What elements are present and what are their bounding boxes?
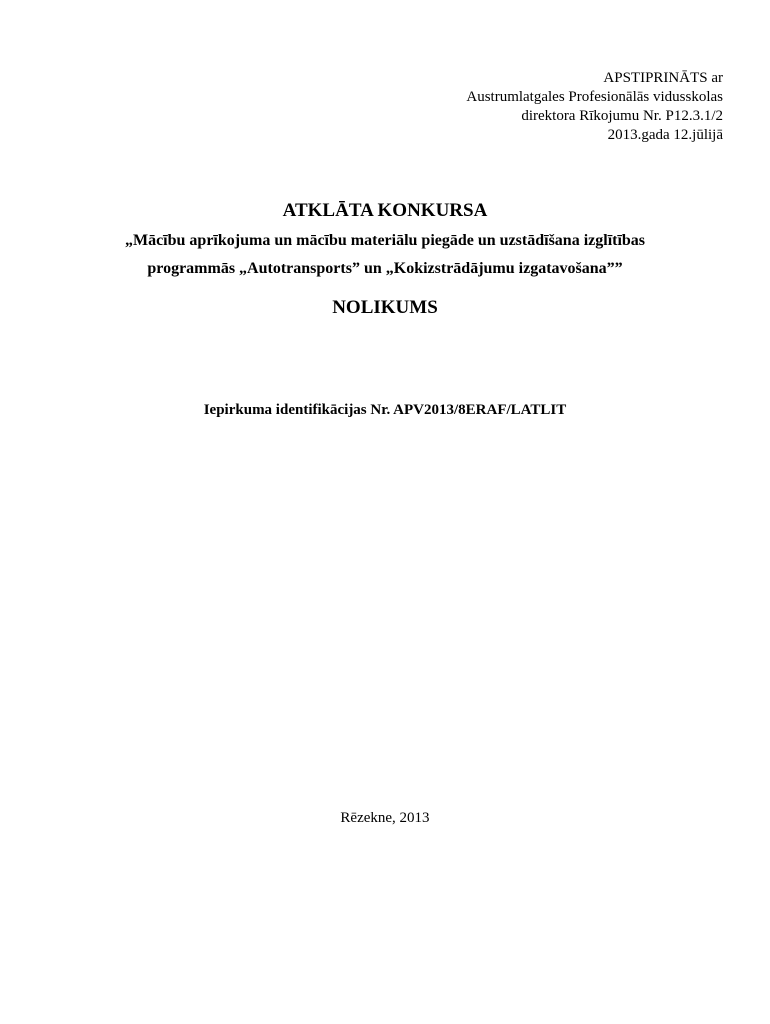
- approval-block: [466, 69, 723, 145]
- document-title: NOLIKUMS: [332, 297, 438, 318]
- place-and-year: Rēzekne, 2013: [340, 810, 430, 826]
- approval-line-1: APSTIPRINĀTS ar: [603, 70, 723, 86]
- procurement-id: Iepirkuma identifikācijas Nr. APV2013/8ERAF/LATLIT: [203, 402, 567, 418]
- contest-subject-line-1: „Mācību aprīkojuma un mācību materiālu piegāde un uzstādīšana izglītības: [124, 232, 646, 249]
- contest-subject-line-2: programmās „Autotransports” un „Kokizstrādājumu izgatavošana””: [147, 260, 623, 277]
- approval-line-2: Austrumlatgales Profesionālās vidusskolas: [466, 89, 723, 105]
- approval-line-3: direktora Rīkojumu Nr. P12.3.1/2: [521, 108, 723, 124]
- document-heading: ATKLĀTA KONKURSA: [282, 200, 488, 221]
- approval-line-4: 2013.gada 12.jūlijā: [607, 127, 723, 143]
